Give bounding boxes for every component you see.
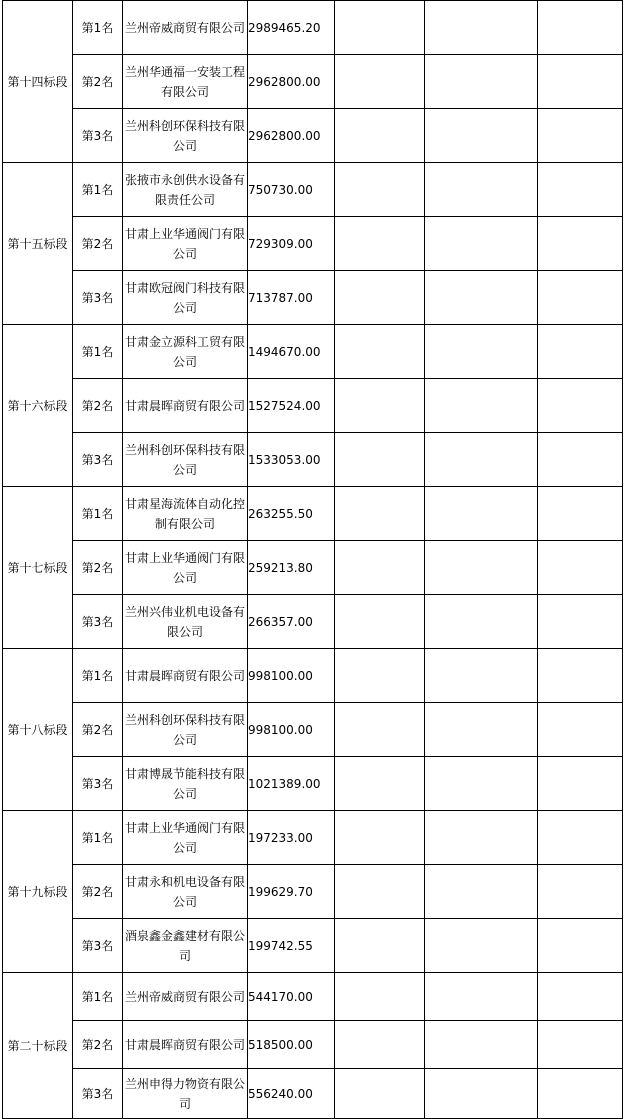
- table-row: [3, 217, 623, 271]
- company-cell: 兰州科创环保科技有限公司: [123, 433, 248, 487]
- rank-cell: 第3名: [73, 1069, 123, 1119]
- table-row: [3, 595, 623, 649]
- table-row: [3, 487, 623, 541]
- amount-cell: 263255.50: [248, 487, 335, 541]
- company-cell: 甘肃上业华通阀门有限公司: [123, 811, 248, 865]
- table-row: [3, 163, 623, 217]
- amount-cell: 1021389.00: [248, 757, 335, 811]
- empty-cell: [538, 163, 623, 217]
- section-name-cell: 第十八标段: [3, 649, 73, 811]
- amount-cell: 197233.00: [248, 811, 335, 865]
- table-row: [3, 1069, 623, 1119]
- rank-cell: 第3名: [73, 271, 123, 325]
- table-row: [3, 325, 623, 379]
- empty-cell: [425, 649, 538, 703]
- company-cell: 张掖市永创供水设备有限责任公司: [123, 163, 248, 217]
- rank-cell: 第2名: [73, 55, 123, 109]
- amount-cell: 1494670.00: [248, 325, 335, 379]
- rank-cell: 第2名: [73, 541, 123, 595]
- company-cell: 兰州帝威商贸有限公司: [123, 1, 248, 55]
- rank-cell: 第1名: [73, 487, 123, 541]
- amount-cell: 998100.00: [248, 703, 335, 757]
- empty-cell: [425, 919, 538, 973]
- empty-cell: [425, 487, 538, 541]
- amount-cell: 2962800.00: [248, 55, 335, 109]
- empty-cell: [335, 325, 425, 379]
- amount-cell: 729309.00: [248, 217, 335, 271]
- empty-cell: [538, 379, 623, 433]
- company-cell: 甘肃上业华通阀门有限公司: [123, 541, 248, 595]
- empty-cell: [538, 217, 623, 271]
- section-name-cell: 第十四标段: [3, 1, 73, 163]
- empty-cell: [538, 1021, 623, 1069]
- empty-cell: [538, 487, 623, 541]
- rank-cell: 第1名: [73, 649, 123, 703]
- empty-cell: [538, 1069, 623, 1119]
- empty-cell: [538, 541, 623, 595]
- empty-cell: [538, 55, 623, 109]
- rank-cell: 第1名: [73, 811, 123, 865]
- empty-cell: [425, 595, 538, 649]
- empty-cell: [335, 109, 425, 163]
- empty-cell: [335, 973, 425, 1021]
- rank-cell: 第1名: [73, 325, 123, 379]
- empty-cell: [335, 55, 425, 109]
- amount-cell: 544170.00: [248, 973, 335, 1021]
- empty-cell: [425, 217, 538, 271]
- empty-cell: [425, 55, 538, 109]
- empty-cell: [538, 109, 623, 163]
- amount-cell: 266357.00: [248, 595, 335, 649]
- company-cell: 兰州科创环保科技有限公司: [123, 109, 248, 163]
- company-cell: 甘肃金立源科工贸有限公司: [123, 325, 248, 379]
- empty-cell: [335, 541, 425, 595]
- company-cell: 甘肃博晟节能科技有限公司: [123, 757, 248, 811]
- empty-cell: [335, 649, 425, 703]
- section-name-cell: 第二十标段: [3, 973, 73, 1119]
- empty-cell: [538, 1, 623, 55]
- empty-cell: [425, 1069, 538, 1119]
- company-cell: 甘肃欧冠阀门科技有限公司: [123, 271, 248, 325]
- empty-cell: [538, 433, 623, 487]
- table-row: [3, 55, 623, 109]
- amount-cell: 713787.00: [248, 271, 335, 325]
- empty-cell: [425, 325, 538, 379]
- empty-cell: [335, 757, 425, 811]
- company-cell: 甘肃永和机电设备有限公司: [123, 865, 248, 919]
- table-row: [3, 757, 623, 811]
- empty-cell: [425, 1021, 538, 1069]
- empty-cell: [425, 109, 538, 163]
- rank-cell: 第2名: [73, 865, 123, 919]
- company-cell: 兰州科创环保科技有限公司: [123, 703, 248, 757]
- empty-cell: [538, 811, 623, 865]
- rank-cell: 第3名: [73, 757, 123, 811]
- rank-cell: 第2名: [73, 217, 123, 271]
- rank-cell: 第3名: [73, 433, 123, 487]
- table-row: [3, 541, 623, 595]
- table-row: [3, 973, 623, 1021]
- empty-cell: [335, 217, 425, 271]
- table-row: [3, 919, 623, 973]
- amount-cell: 750730.00: [248, 163, 335, 217]
- company-cell: 兰州华通福一安装工程有限公司: [123, 55, 248, 109]
- empty-cell: [425, 865, 538, 919]
- empty-cell: [425, 1, 538, 55]
- company-cell: 甘肃上业华通阀门有限公司: [123, 217, 248, 271]
- amount-cell: 1533053.00: [248, 433, 335, 487]
- empty-cell: [425, 541, 538, 595]
- empty-cell: [425, 973, 538, 1021]
- empty-cell: [335, 433, 425, 487]
- empty-cell: [425, 703, 538, 757]
- table-row: [3, 649, 623, 703]
- rank-cell: 第1名: [73, 163, 123, 217]
- empty-cell: [538, 595, 623, 649]
- empty-cell: [538, 865, 623, 919]
- company-cell: 兰州帝威商贸有限公司: [123, 973, 248, 1021]
- rank-cell: 第3名: [73, 109, 123, 163]
- empty-cell: [335, 811, 425, 865]
- empty-cell: [425, 811, 538, 865]
- empty-cell: [335, 379, 425, 433]
- company-cell: 甘肃星海流体自动化控制有限公司: [123, 487, 248, 541]
- empty-cell: [335, 919, 425, 973]
- empty-cell: [335, 595, 425, 649]
- rank-cell: 第3名: [73, 919, 123, 973]
- section-name-cell: 第十六标段: [3, 325, 73, 487]
- amount-cell: 199742.55: [248, 919, 335, 973]
- empty-cell: [538, 649, 623, 703]
- amount-cell: 1527524.00: [248, 379, 335, 433]
- amount-cell: 998100.00: [248, 649, 335, 703]
- empty-cell: [335, 1069, 425, 1119]
- company-cell: 兰州兴伟业机电设备有限公司: [123, 595, 248, 649]
- table-row: [3, 1, 623, 55]
- empty-cell: [335, 163, 425, 217]
- amount-cell: 2962800.00: [248, 109, 335, 163]
- empty-cell: [335, 487, 425, 541]
- table-row: [3, 271, 623, 325]
- table-body: [3, 1, 623, 1119]
- company-cell: 甘肃晨晖商贸有限公司: [123, 379, 248, 433]
- company-cell: 甘肃晨晖商贸有限公司: [123, 1021, 248, 1069]
- company-cell: 兰州申得力物资有限公司: [123, 1069, 248, 1119]
- rank-cell: 第2名: [73, 703, 123, 757]
- table-row: [3, 379, 623, 433]
- rank-cell: 第1名: [73, 973, 123, 1021]
- amount-cell: 199629.70: [248, 865, 335, 919]
- empty-cell: [335, 865, 425, 919]
- company-cell: 甘肃晨晖商贸有限公司: [123, 649, 248, 703]
- empty-cell: [538, 271, 623, 325]
- empty-cell: [538, 919, 623, 973]
- rank-cell: 第3名: [73, 595, 123, 649]
- empty-cell: [335, 1, 425, 55]
- empty-cell: [425, 271, 538, 325]
- company-cell: 酒泉鑫金鑫建材有限公司: [123, 919, 248, 973]
- empty-cell: [425, 163, 538, 217]
- bid-results-table: [2, 0, 623, 1119]
- empty-cell: [425, 757, 538, 811]
- rank-cell: 第2名: [73, 379, 123, 433]
- table-row: [3, 811, 623, 865]
- table-row: [3, 865, 623, 919]
- table-row: [3, 1021, 623, 1069]
- rank-cell: 第2名: [73, 1021, 123, 1069]
- empty-cell: [335, 703, 425, 757]
- table-row: [3, 703, 623, 757]
- empty-cell: [538, 325, 623, 379]
- empty-cell: [425, 433, 538, 487]
- empty-cell: [538, 703, 623, 757]
- empty-cell: [335, 1021, 425, 1069]
- section-name-cell: 第十七标段: [3, 487, 73, 649]
- amount-cell: 556240.00: [248, 1069, 335, 1119]
- amount-cell: 259213.80: [248, 541, 335, 595]
- rank-cell: 第1名: [73, 1, 123, 55]
- table-row: [3, 433, 623, 487]
- section-name-cell: 第十九标段: [3, 811, 73, 973]
- empty-cell: [425, 379, 538, 433]
- section-name-cell: 第十五标段: [3, 163, 73, 325]
- empty-cell: [538, 757, 623, 811]
- amount-cell: 518500.00: [248, 1021, 335, 1069]
- table-row: [3, 109, 623, 163]
- empty-cell: [335, 271, 425, 325]
- empty-cell: [538, 973, 623, 1021]
- amount-cell: 2989465.20: [248, 1, 335, 55]
